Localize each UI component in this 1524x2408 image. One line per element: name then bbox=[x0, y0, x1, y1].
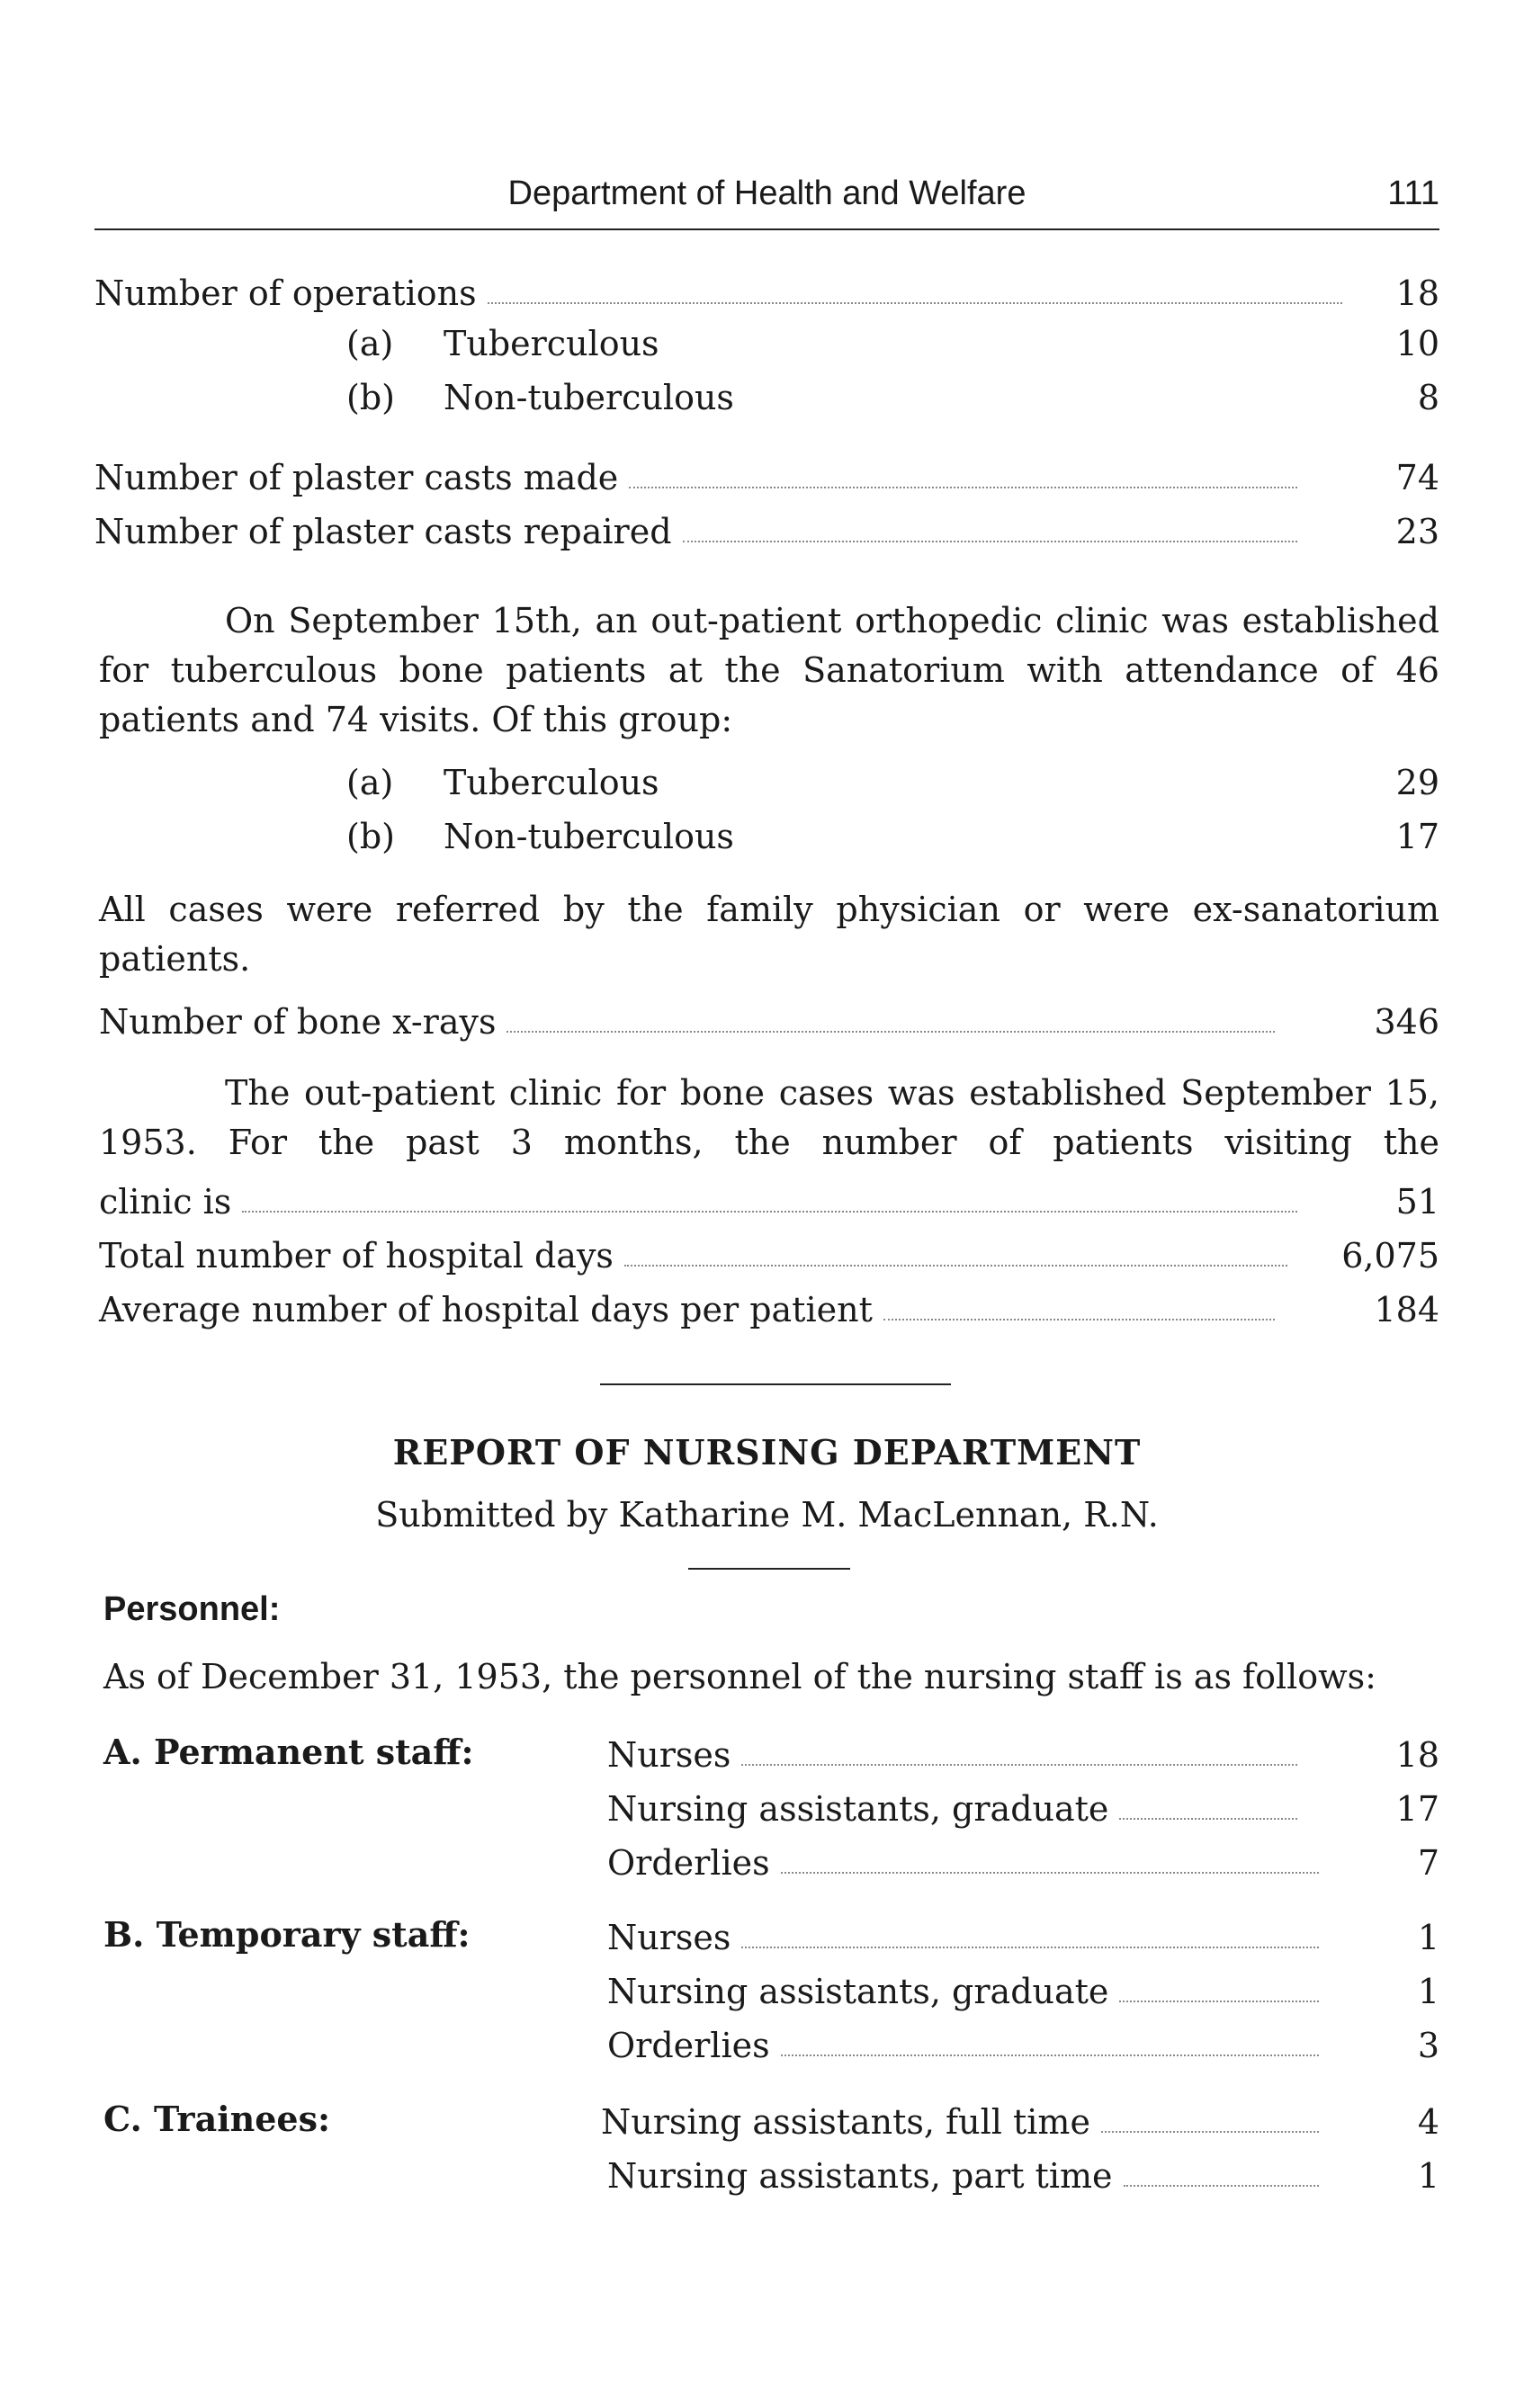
staff-value: 17 bbox=[1395, 1789, 1439, 1829]
group-title: A. Permanent staff: bbox=[103, 1732, 474, 1772]
operations-item bbox=[346, 324, 1439, 367]
staff-value: 1 bbox=[1417, 1918, 1439, 1957]
section-divider bbox=[600, 1383, 951, 1385]
dot-leader bbox=[1124, 2185, 1319, 2187]
item-label: Tuberculous bbox=[444, 324, 659, 363]
staff-value: 1 bbox=[1417, 1972, 1439, 2011]
casts-repaired-label: Number of plaster casts repaired bbox=[94, 512, 672, 551]
casts-repaired-row bbox=[94, 508, 1439, 551]
staff-value: 3 bbox=[1417, 2026, 1439, 2065]
staff-value: 1 bbox=[1417, 2156, 1439, 2196]
staff-label: Orderlies bbox=[607, 2026, 770, 2065]
item-value: 29 bbox=[1395, 763, 1439, 802]
dot-leader bbox=[488, 302, 1342, 304]
dot-leader bbox=[1101, 2131, 1319, 2133]
item-marker: (b) bbox=[346, 378, 395, 417]
casts-made-label: Number of plaster casts made bbox=[94, 458, 619, 497]
clinic-group-item bbox=[346, 763, 1439, 806]
dot-leader bbox=[883, 1319, 1276, 1320]
staff-row bbox=[607, 1968, 1439, 2011]
item-marker: (b) bbox=[346, 817, 395, 856]
staff-row bbox=[607, 1914, 1439, 1957]
dot-leader bbox=[242, 1211, 1296, 1213]
nursing-submitted-by: Submitted by Katharine M. MacLennan, R.N. bbox=[375, 1495, 1159, 1535]
staff-label: Orderlies bbox=[607, 1843, 770, 1883]
page-number: 111 bbox=[1387, 175, 1439, 212]
casts-made-row bbox=[94, 454, 1439, 497]
clinic-group-item bbox=[346, 817, 1439, 860]
staff-row bbox=[607, 1786, 1439, 1829]
xrays-row bbox=[99, 998, 1439, 1042]
item-marker: (a) bbox=[346, 763, 394, 802]
operations-value: 18 bbox=[1395, 273, 1439, 313]
staff-row bbox=[607, 1732, 1439, 1775]
item-marker: (a) bbox=[346, 324, 394, 363]
dot-leader bbox=[624, 1265, 1287, 1267]
clinic-is-label: clinic is bbox=[99, 1182, 232, 1222]
nursing-heading: REPORT OF NURSING DEPARTMENT bbox=[392, 1432, 1142, 1473]
staff-label: Nursing assistants, graduate bbox=[607, 1789, 1109, 1829]
dot-leader bbox=[629, 487, 1296, 488]
dot-leader bbox=[741, 1947, 1318, 1948]
clinic-is-row bbox=[99, 1178, 1439, 1222]
staff-value: 4 bbox=[1417, 2102, 1439, 2142]
item-label: Non-tuberculous bbox=[444, 378, 734, 417]
personnel-intro: As of December 31, 1953, the personnel of the nursing staff is as follows: bbox=[103, 1657, 1376, 1696]
staff-label: Nursing assistants, graduate bbox=[607, 1972, 1109, 2011]
dot-leader bbox=[1119, 1818, 1296, 1820]
staff-row bbox=[601, 2099, 1439, 2142]
avg-days-label: Average number of hospital days per patient bbox=[99, 1290, 873, 1329]
casts-repaired-value: 23 bbox=[1395, 512, 1439, 551]
xrays-value: 346 bbox=[1374, 1002, 1439, 1042]
staff-row bbox=[607, 2022, 1439, 2065]
short-divider bbox=[688, 1568, 850, 1570]
item-value: 8 bbox=[1417, 378, 1439, 417]
item-value: 17 bbox=[1395, 817, 1439, 856]
hospital-days-value: 6,075 bbox=[1341, 1236, 1439, 1276]
group-title: B. Temporary staff: bbox=[103, 1914, 471, 1955]
staff-row bbox=[607, 2153, 1439, 2196]
page-header bbox=[94, 175, 1439, 230]
dot-leader bbox=[507, 1031, 1275, 1033]
operations-row bbox=[94, 270, 1439, 313]
operations-label: Number of operations bbox=[94, 273, 477, 313]
staff-label: Nursing assistants, part time bbox=[607, 2156, 1113, 2196]
staff-value: 7 bbox=[1417, 1843, 1439, 1883]
staff-label: Nurses bbox=[607, 1735, 731, 1775]
staff-value: 18 bbox=[1395, 1735, 1439, 1775]
personnel-heading: Personnel: bbox=[103, 1590, 281, 1628]
dot-leader bbox=[1119, 2001, 1318, 2002]
clinic-paragraph: On September 15th, an out-patient orthopedic clinic was established for tuberculous bone patients at the Sanatorium with attendance of 46 patients and 74 visits. Of this group: bbox=[99, 601, 1439, 739]
dot-leader bbox=[683, 541, 1297, 542]
clinic-is-value: 51 bbox=[1395, 1182, 1439, 1222]
avg-days-value: 184 bbox=[1374, 1290, 1439, 1329]
item-value: 10 bbox=[1395, 324, 1439, 363]
staff-label: Nurses bbox=[607, 1918, 731, 1957]
dot-leader bbox=[741, 1764, 1296, 1766]
staff-label: Nursing assistants, full time bbox=[601, 2102, 1090, 2142]
staff-row bbox=[607, 1840, 1439, 1883]
referral-paragraph: All cases were referred by the family physician or were ex-sanatorium patients. bbox=[99, 890, 1439, 979]
operations-item bbox=[346, 378, 1439, 421]
casts-made-value: 74 bbox=[1395, 458, 1439, 497]
running-title: Department of Health and Welfare bbox=[507, 175, 1026, 212]
dot-leader bbox=[781, 1872, 1319, 1874]
xrays-label: Number of bone x-rays bbox=[99, 1002, 497, 1042]
item-label: Tuberculous bbox=[444, 763, 659, 802]
dot-leader bbox=[781, 2054, 1319, 2056]
hospital-days-row bbox=[99, 1232, 1439, 1276]
item-label: Non-tuberculous bbox=[444, 817, 734, 856]
outpatient-paragraph: The out-patient clinic for bone cases was established September 15, 1953. For the past 3 months, the number of patients visiting the bbox=[99, 1073, 1439, 1162]
hospital-days-label: Total number of hospital days bbox=[99, 1236, 614, 1276]
group-title: C. Trainees: bbox=[103, 2099, 331, 2139]
avg-days-row bbox=[99, 1286, 1439, 1329]
